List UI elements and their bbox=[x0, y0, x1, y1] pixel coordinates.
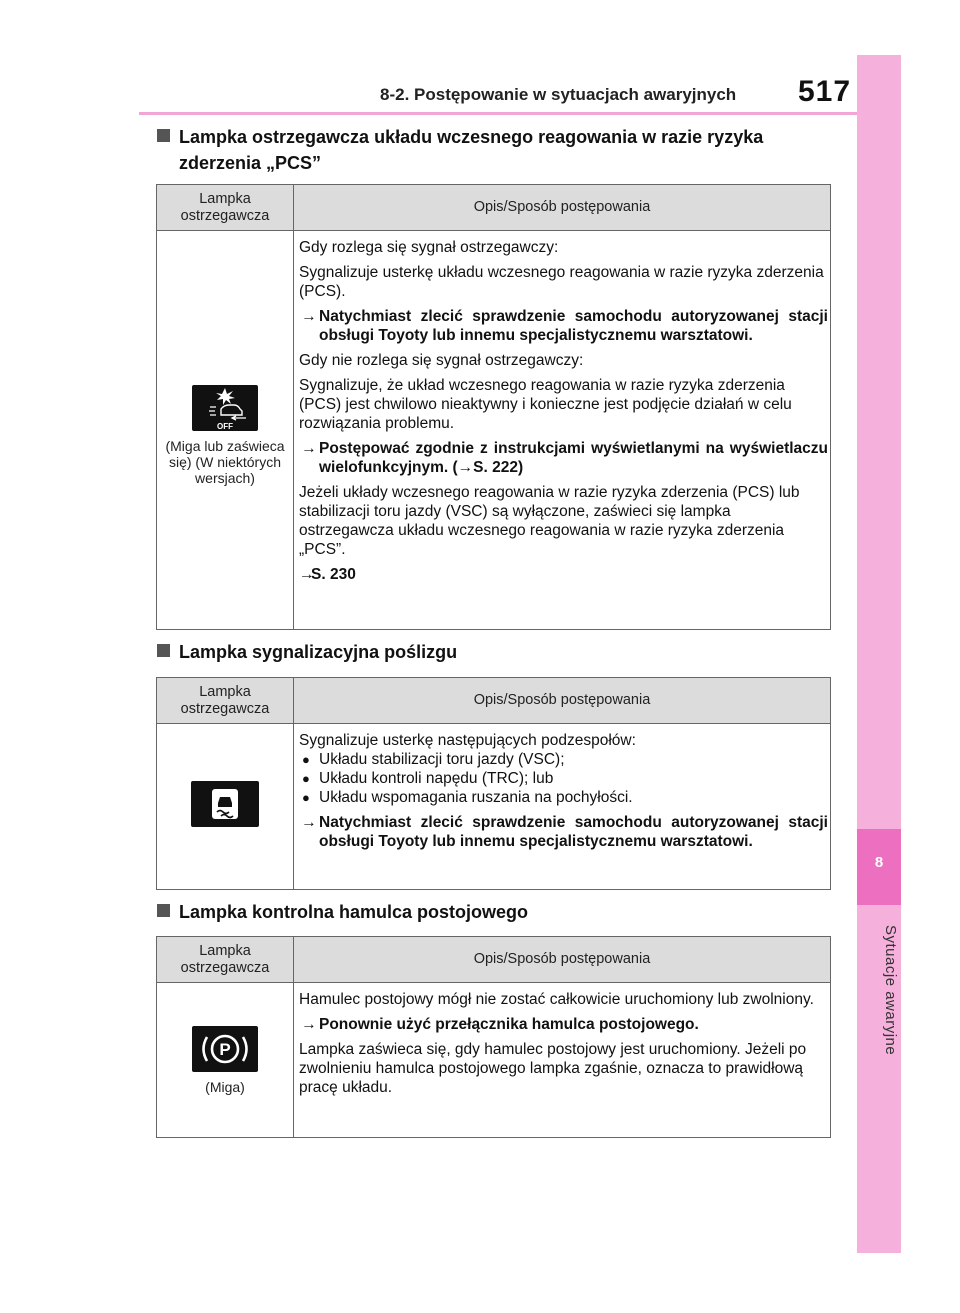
square-bullet-icon bbox=[157, 904, 170, 917]
page-header bbox=[0, 0, 960, 120]
lamp-caption: (Miga lub zaświeca się) (W niektórych wersjach) bbox=[165, 437, 285, 486]
column-header-lamp: Lampka ostrzegawcza bbox=[157, 937, 294, 983]
pcs-off-icon bbox=[192, 385, 258, 431]
list-item: ● Układu kontroli napędu (TRC); lub bbox=[299, 769, 828, 788]
lamp-caption: (Miga) bbox=[205, 1078, 245, 1095]
lamp-cell bbox=[157, 231, 294, 630]
section-title-slip: Lampka sygnalizacyjna poślizgu bbox=[157, 639, 457, 665]
column-header-desc: Opis/Sposób postępowania bbox=[294, 185, 831, 231]
column-header-lamp: Lampka ostrzegawcza bbox=[157, 678, 294, 724]
chapter-number: 8 bbox=[874, 854, 884, 871]
section-title-parking-brake: Lampka kontrolna hamulca postojowego bbox=[157, 899, 528, 925]
arrow-icon: → bbox=[301, 814, 317, 831]
list-item: ● Układu wspomagania ruszania na pochyłości. bbox=[299, 788, 828, 807]
square-bullet-icon bbox=[157, 129, 170, 142]
svg-text:P: P bbox=[219, 1039, 231, 1059]
section-title-pcs: Lampka ostrzegawcza układu wczesnego reagowania w razie ryzyka zderzenia „PCS” bbox=[157, 124, 763, 176]
slip-indicator-icon bbox=[191, 781, 259, 827]
column-header-desc: Opis/Sposób postępowania bbox=[294, 678, 831, 724]
bullet-icon: ● bbox=[302, 771, 310, 786]
parking-brake-table bbox=[156, 936, 831, 1138]
lamp-cell bbox=[157, 724, 294, 890]
arrow-icon: → bbox=[301, 308, 317, 325]
square-bullet-icon bbox=[157, 644, 170, 657]
pcs-warning-table bbox=[156, 184, 831, 630]
description-cell: Sygnalizuje usterkę następujących podzespołów: ● Układu stabilizacji toru jazdy (VSC); ● Układu kontroli napędu (TRC); lub ● Układu wspomagania ruszania na pochyłości. → Natychmiast zlecić sprawdzenie samochodu autoryzowanej stacji obsługi Toyoty lub innemu specjalistycznemu warsztatowi. bbox=[294, 724, 831, 890]
description-cell: Gdy rozlega się sygnał ostrzegawczy: Sygnalizuje usterkę układu wczesnego reagowania w razie ryzyka zderzenia (PCS). → Natychmiast zlecić sprawdzenie samochodu autoryzowanej stacji obsługi Toyoty lub innemu specjalistycznemu warsztatowi. Gdy nie rozlega się sygnał ostrzegawczy: Sygnalizuje, że układ wczesnego reagowania w razie ryzyka zderzenia (PCS) jest chwilowo nieaktywny i konieczne jest podjęcie działań w celu rozwiązania problemu. → Postępować zgodnie z instrukcjami wyświetlanymi na wyświetlaczu wielofunkcyjnym. (→S. 222) Jeżeli układy wczesnego reagowania w razie ryzyka zderzenia (PCS) lub stabilizacji toru jazdy (VSC) są wyłączone, zaświeci się lampka ostrzegawcza układu wczesnego reagowania w razie ryzyka zderzenia „PCS”. → S. 230 bbox=[294, 231, 831, 630]
arrow-icon: → bbox=[299, 566, 315, 583]
parking-brake-icon bbox=[192, 1026, 258, 1072]
list-item: ● Układu stabilizacji toru jazdy (VSC); bbox=[299, 750, 828, 769]
svg-text:OFF: OFF bbox=[217, 421, 233, 431]
slip-indicator-table bbox=[156, 677, 831, 890]
column-header-lamp: Lampka ostrzegawcza bbox=[157, 185, 294, 231]
header-divider bbox=[139, 112, 857, 115]
lamp-cell bbox=[157, 983, 294, 1138]
column-header-desc: Opis/Sposób postępowania bbox=[294, 937, 831, 983]
chapter-title: Sytuacje awaryjne bbox=[882, 925, 899, 1056]
bullet-icon: ● bbox=[302, 752, 310, 767]
arrow-icon: → bbox=[301, 440, 317, 457]
page-number: 517 bbox=[798, 75, 852, 108]
chapter-side-tab bbox=[857, 55, 901, 1253]
arrow-icon: → bbox=[301, 1016, 317, 1033]
header-section-title: 8-2. Postępowanie w sytuacjach awaryjnych bbox=[380, 85, 737, 104]
description-cell: Hamulec postojowy mógł nie zostać całkowicie uruchomiony lub zwolniony. → Ponownie użyć przełącznika hamulca postojowego. Lampka zaświeca się, gdy hamulec postojowy jest uruchomiony. Jeżeli po zwolnieniu hamulca postojowego lampka zgaśnie, oznacza to prawidłową pracę układu. bbox=[294, 983, 831, 1138]
bullet-icon: ● bbox=[302, 790, 310, 805]
